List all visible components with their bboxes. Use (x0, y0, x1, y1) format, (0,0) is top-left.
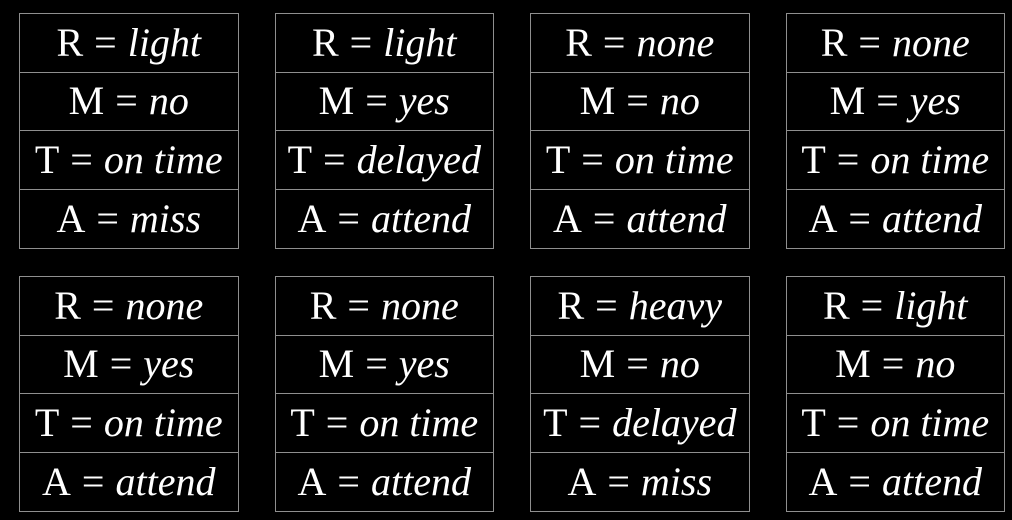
equals-sign: = (70, 136, 93, 182)
variable-name: A (808, 458, 838, 504)
possible-world-card-7 (530, 276, 750, 512)
variable-value: delayed (356, 136, 481, 182)
variable-name: R (557, 282, 585, 328)
possible-world-card-3 (530, 13, 750, 249)
equals-sign: = (848, 458, 871, 504)
variable-value: light (383, 19, 457, 65)
assignment-row (787, 277, 1005, 336)
variable-name: M (318, 78, 355, 124)
assignment-row (276, 73, 494, 132)
equals-sign: = (602, 19, 626, 65)
equals-sign: = (876, 78, 899, 124)
equals-sign: = (881, 341, 905, 387)
variable-value: heavy (628, 282, 722, 328)
variable-value: light (894, 282, 968, 328)
variable-value: none (380, 282, 459, 328)
variable-value: on time (103, 136, 223, 182)
assignment-row (20, 190, 238, 249)
variable-value: no (915, 341, 956, 387)
equals-sign: = (836, 399, 860, 445)
variable-value: delayed (612, 399, 737, 445)
variable-name: R (56, 19, 84, 65)
variable-name: M (579, 78, 616, 124)
variable-name: T (543, 399, 568, 445)
assignment-row (531, 73, 749, 132)
variable-name: T (290, 399, 315, 445)
variable-value: no (659, 341, 700, 387)
variable-name: A (56, 195, 86, 241)
variable-value: no (659, 78, 700, 124)
assignment-row (787, 73, 1005, 132)
variable-name: T (801, 136, 826, 182)
variable-name: R (565, 19, 592, 65)
variable-name: R (820, 19, 848, 65)
assignment-row (20, 14, 238, 73)
variable-value: on time (614, 136, 734, 182)
variable-value: attend (881, 195, 982, 241)
variable-value: yes (143, 341, 195, 387)
equals-sign: = (581, 136, 604, 182)
assignment-row (20, 73, 238, 132)
variable-name: M (579, 341, 616, 387)
possible-world-card-4 (786, 13, 1006, 249)
equals-sign: = (94, 19, 117, 65)
variable-value: no (148, 78, 189, 124)
assignment-row (276, 14, 494, 73)
assignment-row (531, 336, 749, 395)
variable-value: attend (881, 458, 982, 504)
equals-sign: = (325, 399, 349, 445)
equals-sign: = (858, 19, 881, 65)
assignment-row (276, 277, 494, 336)
possible-world-card-5 (19, 276, 239, 512)
assignment-row (20, 453, 238, 512)
assignment-row (20, 336, 238, 395)
variable-value: yes (398, 341, 450, 387)
equals-sign: = (91, 282, 115, 328)
equals-sign: = (109, 341, 133, 387)
variable-name: T (34, 399, 60, 445)
variable-name: M (63, 341, 99, 387)
equals-sign: = (626, 341, 649, 387)
equals-sign: = (115, 78, 138, 124)
equals-sign: = (337, 195, 360, 241)
variable-value: attend (370, 458, 471, 504)
equals-sign: = (607, 458, 630, 504)
possible-world-card-1 (19, 13, 239, 249)
variable-value: miss (640, 458, 713, 504)
possible-world-card-8 (786, 276, 1006, 512)
variable-value: attend (115, 458, 216, 504)
assignment-row (531, 394, 749, 453)
equals-sign: = (626, 78, 649, 124)
variable-value: none (891, 19, 970, 65)
assignment-row (276, 453, 494, 512)
assignment-row (276, 190, 494, 249)
assignment-row (531, 453, 749, 512)
variable-name: M (68, 78, 105, 124)
variable-value: attend (626, 195, 727, 241)
variable-name: T (801, 399, 826, 445)
variable-name: A (42, 458, 71, 504)
equals-sign: = (81, 458, 105, 504)
assignment-row (276, 394, 494, 453)
assignment-row (20, 394, 238, 453)
assignment-row (20, 277, 238, 336)
assignment-row (787, 394, 1005, 453)
assignment-row (787, 14, 1005, 73)
assignment-row (276, 131, 494, 190)
variable-name: A (808, 195, 838, 241)
equals-sign: = (595, 282, 618, 328)
variable-name: M (318, 341, 355, 387)
variable-name: T (34, 136, 60, 182)
variable-value: on time (870, 136, 990, 182)
equals-sign: = (836, 136, 860, 182)
variable-name: R (309, 282, 337, 328)
equals-sign: = (592, 195, 616, 241)
equals-sign: = (365, 341, 388, 387)
equals-sign: = (349, 19, 373, 65)
variable-value: on time (870, 399, 990, 445)
variable-name: A (297, 458, 327, 504)
assignment-row (531, 14, 749, 73)
assignment-row (531, 131, 749, 190)
assignment-row (787, 336, 1005, 395)
variable-name: A (567, 458, 597, 504)
variable-value: attend (370, 195, 471, 241)
assignment-row (531, 190, 749, 249)
variable-name: R (54, 282, 81, 328)
equals-sign: = (96, 195, 119, 241)
variable-value: yes (398, 78, 450, 124)
variable-value: on time (103, 399, 223, 445)
assignment-row (787, 453, 1005, 512)
variable-value: miss (129, 195, 202, 241)
equals-sign: = (860, 282, 884, 328)
variable-name: R (311, 19, 339, 65)
assignment-row (20, 131, 238, 190)
assignment-row (531, 277, 749, 336)
variable-name: T (287, 136, 312, 182)
equals-sign: = (70, 399, 93, 445)
equals-sign: = (848, 195, 871, 241)
variable-value: none (125, 282, 204, 328)
variable-value: none (636, 19, 715, 65)
equals-sign: = (323, 136, 346, 182)
equals-sign: = (365, 78, 388, 124)
variable-value: light (127, 19, 202, 65)
possible-world-card-6 (275, 276, 495, 512)
variable-name: A (297, 195, 327, 241)
equals-sign: = (578, 399, 602, 445)
variable-name: A (553, 195, 582, 241)
variable-value: yes (909, 78, 961, 124)
variable-value: on time (359, 399, 479, 445)
variable-name: M (835, 341, 871, 387)
variable-name: M (829, 78, 866, 124)
assignment-row (276, 336, 494, 395)
possible-world-card-2 (275, 13, 495, 249)
assignment-row (787, 131, 1005, 190)
variable-name: R (822, 282, 850, 328)
variable-name: T (545, 136, 571, 182)
equals-sign: = (337, 458, 360, 504)
equals-sign: = (347, 282, 370, 328)
assignment-row (787, 190, 1005, 249)
